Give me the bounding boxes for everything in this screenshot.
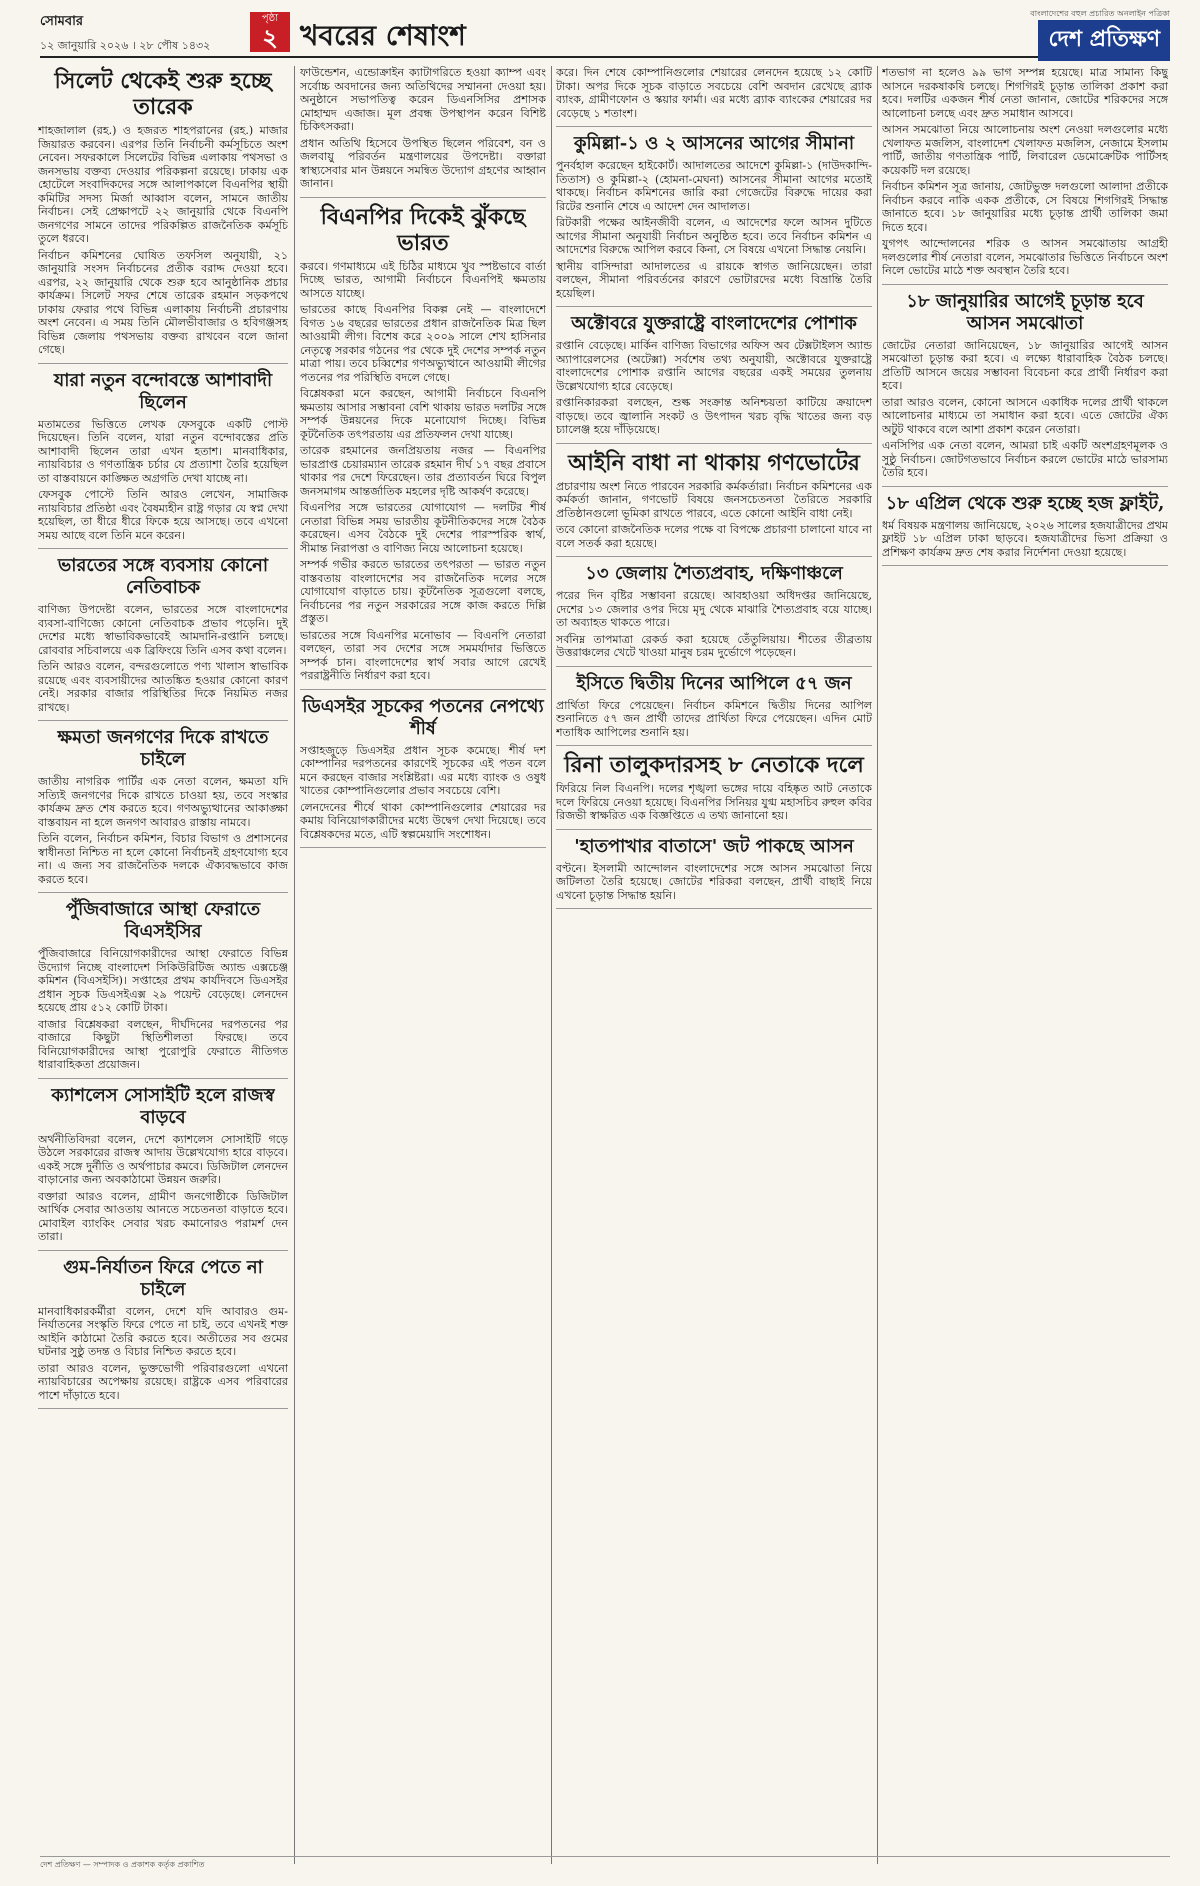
article-paragraph: বাণিজ্য উপদেষ্টা বলেন, ভারতের সঙ্গে বাংলাদেশের ব্যবসা-বাণিজ্যে কোনো নেতিবাচক প্রভাব পড়েনি। দুই দেশের মধ্যে স্বাভাবিকভাবেই আমদানি-রপ্তানি চলছে। রোববার সচিবালয়ে এক ব্রিফিংয়ে তিনি এসব কথা বলেন। bbox=[38, 603, 288, 657]
article-headline: বিএনপির দিকেই ঝুঁকছে ভারত bbox=[320, 203, 526, 256]
article bbox=[38, 370, 288, 543]
article-paragraph: এনসিপির এক নেতা বলেন, আমরা চাই একটি অংশগ্রহণমূলক ও সুষ্ঠু নির্বাচন। জোটগতভাবে নির্বাচন করলে ভোটের মাঠে ভারসাম্য তৈরি হবে। bbox=[882, 439, 1168, 479]
article-paragraph: জাতীয় নাগরিক পার্টির এক নেতা বলেন, ক্ষমতা যদি সত্যিই জনগণের দিকে রাখতে চাওয়া হয়, তবে সংস্কার কার্যক্রম দ্রুত শেষ করতে হবে। গণঅভ্যুত্থানের আকাঙ্ক্ষা বাস্তবায়ন না হলে জনগণ আবারও রাস্তায় নামবে। bbox=[38, 775, 288, 829]
article-paragraph: নির্বাচন কমিশনের ঘোষিত তফসিল অনুযায়ী, ২১ জানুয়ারি সংসদ নির্বাচনের প্রতীক বরাদ্দ দেওয়া হবে। এরপর, ২২ জানুয়ারি থেকে শুরু হবে আনুষ্ঠানিক প্রচার কার্যক্রম। সিলেট সফর শেষে তারেক রহমান সড়কপথে ঢাকায় ফেরার পথে বিভিন্ন এলাকায় নির্বাচনী প্রচারণায় অংশ নেবেন। এ সময় তিনি মৌলভীবাজার ও হবিগঞ্জসহ বিভিন্ন জেলায় পথসভায় বক্তব্য রাখবেন বলে জানা গেছে। bbox=[38, 248, 288, 356]
article-headline: কুমিল্লা-১ ও ২ আসনের আগের সীমানা bbox=[573, 133, 855, 154]
article bbox=[556, 313, 872, 437]
article-headline: যারা নতুন বন্দোবস্তে আশাবাদী ছিলেন bbox=[53, 369, 273, 413]
article-paragraph: সপ্তাহজুড়ে ডিএসইর প্রধান সূচক কমেছে। শীর্ষ দশ কোম্পানির দরপতনের কারণেই সূচকের এই পতন বলে মনে করছেন বাজার সংশ্লিষ্টরা। এর মধ্যে ব্যাংক ও ওষুধ খাতের কোম্পানিগুলোর প্রভাব সবচেয়ে বেশি। bbox=[300, 743, 546, 797]
article bbox=[38, 727, 288, 886]
article-divider bbox=[300, 689, 546, 690]
article-divider bbox=[300, 197, 546, 198]
article-paragraph: অর্থনীতিবিদরা বলেন, দেশে ক্যাশলেস সোসাইটি গড়ে উঠলে সরকারের রাজস্ব আদায় উল্লেখযোগ্য হারে বাড়বে। একই সঙ্গে দুর্নীতি ও অর্থপাচার কমবে। ডিজিটাল লেনদেন বাড়ানোর জন্য অবকাঠামো উন্নয়ন জরুরি। bbox=[38, 1132, 288, 1186]
article-paragraph: মানবাধিকারকর্মীরা বলেন, দেশে যদি আবারও গুম-নির্যাতনের সংস্কৃতি ফিরে পেতে না চাই, তবে এখনই শক্ত আইনি কাঠামো তৈরি করতে হবে। অতীতের সব গুমের ঘটনার সুষ্ঠু তদন্ত ও বিচার নিশ্চিত করতে হবে। bbox=[38, 1304, 288, 1358]
article-paragraph: ধর্ম বিষয়ক মন্ত্রণালয় জানিয়েছে, ২০২৬ সালের হজযাত্রীদের প্রথম ফ্লাইট ১৮ এপ্রিল ঢাকা ছাড়বে। হজযাত্রীদের ভিসা প্রক্রিয়া ও প্রশিক্ষণ কার্যক্রম দ্রুত শেষ করার নির্দেশনা দেওয়া হয়েছে। bbox=[882, 518, 1168, 559]
article-paragraph: বণ্টনে। ইসলামী আন্দোলন বাংলাদেশের সঙ্গে আসন সমঝোতা নিয়ে জটিলতা তৈরি হয়েছে। জোটের শরিকরা বলছেন, প্রার্থী বাছাই নিয়ে এখনো চূড়ান্ত সিদ্ধান্ত হয়নি। bbox=[556, 861, 872, 902]
article-paragraph: আসন সমঝোতা নিয়ে আলোচনায় অংশ নেওয়া দলগুলোর মধ্যে খেলাফত মজলিস, বাংলাদেশ খেলাফত মজলিস, নেজামে ইসলাম পার্টি, জাতীয় গণতান্ত্রিক পার্টি, লিবারেল ডেমোক্রেটিক পার্টিসহ কয়েকটি দল রয়েছে। bbox=[882, 123, 1168, 177]
article-paragraph: জোটের নেতারা জানিয়েছেন, ১৮ জানুয়ারির আগেই আসন সমঝোতা চূড়ান্ত করা হবে। এ লক্ষ্যে ধারাবাহিক বৈঠক চলছে। প্রতিটি আসনে জয়ের সম্ভাবনা বিবেচনা করে প্রার্থী নির্ধারণ করা হবে। bbox=[882, 338, 1168, 392]
column-4 bbox=[882, 66, 1168, 1864]
article-headline: পুঁজিবাজারে আস্থা ফেরাতে বিএসইসির bbox=[65, 899, 261, 942]
article-paragraph: তিনি বলেন, নির্বাচন কমিশন, বিচার বিভাগ ও প্রশাসনের স্বাধীনতা নিশ্চিত না হলে কোনো নির্বাচনই গ্রহণযোগ্য হবে না। এ জন্য সব রাজনৈতিক দলকে ঐক্যবদ্ধভাবে কাজ করতে হবে। bbox=[38, 832, 288, 886]
article-divider bbox=[556, 443, 872, 444]
article-divider bbox=[556, 306, 872, 307]
article-headline: অক্টোবরে যুক্তরাষ্ট্রে বাংলাদেশের পোশাক bbox=[571, 313, 857, 334]
article-headline: ডিএসইর সূচকের পতনের নেপথ্যে শীর্ষ bbox=[302, 695, 544, 739]
article-paragraph: ফিরিয়ে নিল বিএনপি। দলের শৃঙ্খলা ভঙ্গের দায়ে বহিষ্কৃত আট নেতাকে দলে ফিরিয়ে নেওয়া হয়েছে। বিএনপির সিনিয়র যুগ্ম মহাসচিব রুহুল কবির রিজভী স্বাক্ষরিত এক বিজ্ঞপ্তিতে এ তথ্য জানানো হয়। bbox=[556, 782, 872, 822]
article-headline: সিলেট থেকেই শুরু হচ্ছে তারেক bbox=[54, 68, 272, 120]
article-headline: আইনি বাধা না থাকায় গণভোটের bbox=[568, 449, 860, 476]
article-paragraph: ফেসবুক পোস্টে তিনি আরও লেখেন, সামাজিক ন্যায়বিচার প্রতিষ্ঠা এবং বৈষম্যহীন রাষ্ট্র গড়ার যে স্বপ্ন দেখা হয়েছিল, তা ধীরে ধীরে ফিকে হয়ে আসছে। তবে এখনো সময় আছে বলে তিনি মনে করেন। bbox=[38, 488, 288, 542]
article-paragraph: প্রচারণায় অংশ নিতে পারবেন সরকারি কর্মকর্তারা। নির্বাচন কমিশনের এক কর্মকর্তা জানান, গণভোট বিষয়ে জনসচেতনতা তৈরিতে সরকারি প্রতিষ্ঠানগুলো ভূমিকা রাখতে পারবে, এতে কোনো আইনি বাধা নেই। bbox=[556, 479, 872, 520]
page-number-badge bbox=[250, 12, 290, 52]
article-paragraph: ফাউন্ডেশন, এন্ডোক্রাইন ক্যাটাগরিতে হওয়া ক্যাম্প এবং সর্বোচ্চ অবদানের জন্য অতিথিদের সম্মাননা দেওয়া হয়। অনুষ্ঠানে সভাপতিত্ব করেন ডিএনসিসির প্রশাসক মোহাম্মদ এজাজ। মূল প্রবন্ধ উপস্থাপন করেন বিশিষ্ট চিকিৎসকরা। bbox=[300, 66, 546, 133]
article-divider bbox=[300, 847, 546, 848]
article-paragraph: রিটকারী পক্ষের আইনজীবী বলেন, এ আদেশের ফলে আসন দুটিতে আগের সীমানা অনুযায়ী নির্বাচন অনুষ্ঠিত হবে। তবে নির্বাচন কমিশন এ আদেশের বিরুদ্ধে আপিল করবে কিনা, সে বিষয়ে এখনো সিদ্ধান্ত নেয়নি। bbox=[556, 216, 872, 256]
article-paragraph: করবে। গণমাধ্যমে এই চিঠির মাধ্যমে খুব স্পষ্টভাবে বার্তা দিচ্ছে ভারত, আগামী নির্বাচনে বিএনপিই ক্ষমতায় আসতে যাচ্ছে। bbox=[300, 259, 546, 300]
article-headline: ক্যাশলেস সোসাইটি হলে রাজস্ব বাড়বে bbox=[51, 1084, 275, 1128]
article-paragraph: সম্পর্ক গভীর করতে ভারতের তৎপরতা — ভারত নতুন বাস্তবতায় বাংলাদেশের সব রাজনৈতিক দলের সঙ্গে যোগাযোগ বাড়াতে চায়। কূটনৈতিক সূত্রগুলো বলছে, নির্বাচনের পর নতুন সরকারের সঙ্গে কাজ করতে দিল্লি প্রস্তুত। bbox=[300, 558, 546, 625]
article bbox=[38, 1257, 288, 1403]
article-paragraph: বক্তারা আরও বলেন, গ্রামীণ জনগোষ্ঠীকে ডিজিটাল আর্থিক সেবার আওতায় আনতে সচেতনতা বাড়াতে হবে। মোবাইল ব্যাংকিং সেবার খরচ কমানোরও পরামর্শ দেন তারা। bbox=[38, 1189, 288, 1243]
article bbox=[556, 133, 872, 300]
newspaper-logo bbox=[1030, 9, 1170, 52]
article-headline: 'হাতপাখার বাতাসে' জট পাকছে আসন bbox=[574, 835, 854, 857]
article-paragraph: তিনি আরও বলেন, বন্দরগুলোতে পণ্য খালাস স্বাভাবিক রয়েছে এবং ব্যবসায়ীদের আতঙ্কিত হওয়ার কোনো কারণ নেই। সরকার বাজার পরিস্থিতির দিকে নিয়মিত নজর রাখছে। bbox=[38, 660, 288, 714]
article-paragraph: তবে কোনো রাজনৈতিক দলের পক্ষে বা বিপক্ষে প্রচারণা চালানো যাবে না বলে সতর্ক করা হয়েছে। bbox=[556, 523, 872, 550]
article-headline: ক্ষমতা জনগণের দিকে রাখতে চাইলে bbox=[57, 727, 269, 770]
article-paragraph: শাহজালাল (রহ.) ও হজরত শাহপরানের (রহ.) মাজার জিয়ারত করবেন। এরপর তিনি নির্বাচনী কর্মসূচিতে অংশ নেবেন। সফরকালে সিলেটের বিভিন্ন এলাকায় পথসভা ও জনসভায় বক্তব্য দেওয়ার পরিকল্পনা রয়েছে। ঢাকায় এক হোটেলে সংবাদিকদের সঙ্গে আলাপকালে বিএনপির স্থায়ী কমিটির সদস্য মির্জা আব্বাস বলেন, সামনে জাতীয় নির্বাচন। সেই প্রেক্ষাপটে ২২ জানুয়ারি থেকে বিএনপি জনগণের সামনে তাদের পরিকল্পিত রাজনৈতিক কর্মসূচি তুলে ধরবে। bbox=[38, 124, 288, 245]
article-divider bbox=[38, 1408, 288, 1409]
article-divider bbox=[38, 363, 288, 364]
article-divider bbox=[556, 745, 872, 746]
column-1 bbox=[38, 66, 288, 1864]
article bbox=[300, 696, 546, 842]
article-headline: ইসিতে দ্বিতীয় দিনের আপিলে ৫৭ জন bbox=[576, 672, 852, 694]
article-divider bbox=[556, 126, 872, 127]
article bbox=[38, 555, 288, 714]
column-3 bbox=[556, 66, 872, 1864]
article-paragraph: পুঁজিবাজারে বিনিয়োগকারীদের আস্থা ফেরাতে বিভিন্ন উদ্যোগ নিচ্ছে বাংলাদেশ সিকিউরিটিজ অ্যান্ড এক্সচেঞ্জ কমিশন (বিএসইসি)। সপ্তাহের প্রথম কার্যদিবসে ডিএসইর প্রধান সূচক ডিএসইএক্স ২৯ পয়েন্ট বেড়েছে। লেনদেন হয়েছে প্রায় ৫১২ কোটি টাকা। bbox=[38, 947, 288, 1014]
article-paragraph: যুগপৎ আন্দোলনের শরিক ও আসন সমঝোতায় আগ্রহী দলগুলোর শীর্ষ নেতারা বলেন, সমঝোতার ভিত্তিতে নির্বাচনে অংশ নিলে ভোটের মাঠে শক্ত অবস্থান তৈরি হবে। bbox=[882, 237, 1168, 277]
column-divider bbox=[294, 66, 295, 1864]
article-paragraph: লেনদেনের শীর্ষে থাকা কোম্পানিগুলোর শেয়ারের দর কমায় বিনিয়োগকারীদের মধ্যে উদ্বেগ দেখা দিয়েছে। তবে বিশ্লেষকদের মতে, এটি স্বল্পমেয়াদি সংশোধন। bbox=[300, 800, 546, 841]
column-divider bbox=[551, 66, 552, 1864]
article bbox=[882, 291, 1168, 480]
article bbox=[300, 204, 546, 683]
article bbox=[556, 752, 872, 823]
article bbox=[556, 673, 872, 740]
masthead bbox=[40, 10, 1170, 58]
article-paragraph: রপ্তানিকারকরা বলছেন, শুল্ক সংক্রান্ত অনিশ্চয়তা কাটিয়ে ক্রয়াদেশ বাড়ছে। তবে জ্বালানি সংকট ও উৎপাদন খরচ বৃদ্ধি খাতের জন্য বড় চ্যালেঞ্জ হয়ে দাঁড়িয়েছে। bbox=[556, 396, 872, 436]
article-divider bbox=[882, 486, 1168, 487]
article bbox=[556, 836, 872, 903]
article bbox=[556, 450, 872, 551]
article-divider bbox=[556, 556, 872, 557]
article-headline: ১৮ এপ্রিল থেকে শুরু হচ্ছে হজ ফ্লাইট, bbox=[885, 492, 1165, 514]
article-divider bbox=[556, 908, 872, 909]
article-paragraph: প্রার্থিতা ফিরে পেয়েছেন। নির্বাচন কমিশনে দ্বিতীয় দিনের আপিল শুনানিতে ৫৭ জন প্রার্থী তাদের প্রার্থিতা ফিরে পেয়েছেন। এদিন মোট শতাধিক আপিলের শুনানি হয়। bbox=[556, 698, 872, 739]
article bbox=[882, 66, 1168, 278]
masthead-date-block bbox=[40, 12, 210, 56]
article-headline: রিনা তালুকদারসহ ৮ নেতাকে দলে bbox=[564, 752, 864, 778]
article bbox=[556, 66, 872, 120]
article-paragraph: বাজার বিশ্লেষকরা বলছেন, দীর্ঘদিনের দরপতনের পর বাজারে কিছুটা স্থিতিশীলতা ফিরছে। তবে বিনিয়োগকারীদের আস্থা পুরোপুরি ফেরাতে নীতিগত ধারাবাহিকতা প্রয়োজন। bbox=[38, 1017, 288, 1071]
article-headline: ভারতের সঙ্গে ব্যবসায় কোনো নেতিবাচক bbox=[57, 555, 269, 598]
article-paragraph: নির্বাচন কমিশন সূত্র জানায়, জোটভুক্ত দলগুলো আলাদা প্রতীকে নির্বাচন করবে নাকি একক প্রতীকে, সে বিষয়ে শিগগিরই সিদ্ধান্ত জানাতে হবে। ১৮ জানুয়ারির মধ্যে চূড়ান্ত প্রার্থী তালিকা জমা দিতে হবে। bbox=[882, 180, 1168, 234]
article-paragraph: তারা আরও বলেন, কোনো আসনে একাধিক দলের প্রার্থী থাকলে আলোচনার মাধ্যমে তা সমাধান করা হবে। এতে জোটের ঐক্য অটুট থাকবে বলে আশা প্রকাশ করেন নেতারা। bbox=[882, 395, 1168, 436]
masthead-date: ১২ জানুয়ারি ২০২৬ । ২৮ পৌষ ১৪৩২ bbox=[40, 39, 211, 52]
column-divider bbox=[877, 66, 878, 1864]
article-divider bbox=[38, 548, 288, 549]
page-label: পৃষ্ঠা bbox=[261, 13, 279, 24]
article-headline: গুম-নির্যাতন ফিরে পেতে না চাইলে bbox=[63, 1256, 263, 1300]
logo-tagline: বাংলাদেশের বহুল প্রচারিত অনলাইন পত্রিকা bbox=[1030, 9, 1170, 18]
article-paragraph: স্থানীয় বাসিন্দারা আদালতের এ রায়কে স্বাগত জানিয়েছেন। তারা বলছেন, সীমানা পরিবর্তনের কারণে ভোটারদের মধ্যে বিভ্রান্তি তৈরি হয়েছিল। bbox=[556, 259, 872, 300]
article-paragraph: প্রধান অতিথি হিসেবে উপস্থিত ছিলেন পরিবেশ, বন ও জলবায়ু পরিবর্তন মন্ত্রণালয়ের উপদেষ্টা। বক্তারা স্বাস্থ্যসেবার মান উন্নয়নে সমন্বিত উদ্যোগ গ্রহণের আহ্বান জানান। bbox=[300, 136, 546, 190]
article-paragraph: বিশ্লেষকরা মনে করছেন, আগামী নির্বাচনে বিএনপি ক্ষমতায় আসার সম্ভাবনা বেশি থাকায় ভারত দলটির সঙ্গে সম্পর্ক উন্নয়নের দিকে মনোযোগ দিচ্ছে। বিভিন্ন কূটনৈতিক তৎপরতায় এর প্রতিফলন দেখা যাচ্ছে। bbox=[300, 387, 546, 441]
article-divider bbox=[882, 284, 1168, 285]
article-headline: ১৩ জেলায় শৈত্যপ্রবাহ, দক্ষিণাঞ্চলে bbox=[585, 563, 843, 584]
article-paragraph: সর্বনিম্ন তাপমাত্রা রেকর্ড করা হয়েছে তেঁতুলিয়ায়। শীতের তীব্রতায় উত্তরাঞ্চলের খেটে খাওয়া মানুষ চরম দুর্ভোগে পড়েছেন। bbox=[556, 632, 872, 659]
masthead-day: সোমবার bbox=[40, 14, 84, 29]
page-footer: দেশ প্রতিক্ষণ — সম্পাদক ও প্রকাশক কর্তৃক প্রকাশিত bbox=[40, 1856, 1170, 1872]
article-paragraph: ভারতের কাছে বিএনপির বিকল্প নেই — বাংলাদেশে বিগত ১৬ বছরের ভারতের প্রধান রাজনৈতিক মিত্র ছিল আওয়ামী লীগ। বিশেষ করে ২০০৯ সালে শেখ হাসিনার নেতৃত্বে সরকার গঠনের পর থেকে দুই দেশের সম্পর্ক নতুন মাত্রা পায়। তবে চব্বিশের গণঅভ্যুত্থানে আওয়ামী লীগের পতনের পর পরিস্থিতি বদলে গেছে। bbox=[300, 303, 546, 384]
article-divider bbox=[556, 829, 872, 830]
article bbox=[38, 899, 288, 1072]
article-paragraph: ভারতের সঙ্গে বিএনপির মনোভাব — বিএনপি নেতারা বলছেন, তারা সব দেশের সঙ্গে সমমর্যাদার ভিত্তিতে সম্পর্ক চান। বাংলাদেশের স্বার্থ সবার আগে রেখেই পররাষ্ট্রনীতি নির্ধারণ করা হবে। bbox=[300, 628, 546, 682]
article-paragraph: রপ্তানি বেড়েছে। মার্কিন বাণিজ্য বিভাগের অফিস অব টেক্সটাইলস অ্যান্ড অ্যাপারেলসের (অটেক্সা) সর্বশেষ তথ্য অনুযায়ী, অক্টোবরে যুক্তরাষ্ট্রে বাংলাদেশের পোশাক রপ্তানি আগের বছরের একই সময়ের তুলনায় উল্লেখযোগ্য হারে বেড়েছে। bbox=[556, 339, 872, 393]
article-paragraph: তারেক রহমানের জনপ্রিয়তায় নজর — বিএনপির ভারপ্রাপ্ত চেয়ারম্যান তারেক রহমান দীর্ঘ ১৭ বছর প্রবাসে থাকার পর দেশে ফিরেছেন। তার প্রত্যাবর্তন ঘিরে বিপুল জনসমাগম আন্তর্জাতিক মহলের দৃষ্টি আকর্ষণ করেছে। bbox=[300, 444, 546, 498]
article-divider bbox=[38, 1078, 288, 1079]
article-paragraph: পরের দিন বৃষ্টির সম্ভাবনা রয়েছে। আবহাওয়া অধিদপ্তর জানিয়েছে, দেশের ১৩ জেলার ওপর দিয়ে মৃদু থেকে মাঝারি শৈত্যপ্রবাহ বয়ে যাচ্ছে। তা অব্যাহত থাকতে পারে। bbox=[556, 589, 872, 629]
article-paragraph: বিএনপির সঙ্গে ভারতের যোগাযোগ — দলটির শীর্ষ নেতারা বিভিন্ন সময় ভারতীয় কূটনীতিকদের সঙ্গে বৈঠক করেছেন। এসব বৈঠকে দুই দেশের পারস্পরিক স্বার্থ, সীমান্ত নিরাপত্তা ও বাণিজ্য নিয়ে আলোচনা হয়েছে। bbox=[300, 501, 546, 555]
article-divider bbox=[38, 892, 288, 893]
article-headline: ১৮ জানুয়ারির আগেই চূড়ান্ত হবে আসন সমঝোতা bbox=[906, 290, 1144, 334]
article bbox=[300, 66, 546, 191]
article-paragraph: পুনর্বহাল করেছেন হাইকোর্ট। আদালতের আদেশে কুমিল্লা-১ (দাউদকান্দি-তিতাস) ও কুমিল্লা-২ (হোমনা-মেঘনা) আসনের সীমানা আগের মতোই থাকছে। নির্বাচন কমিশনের জারি করা গেজেটের বিরুদ্ধে দায়ের করা রিটের শুনানি শেষে এ আদেশ দেন আদালত। bbox=[556, 159, 872, 213]
column-2 bbox=[300, 66, 546, 1864]
article-paragraph: মতামতের ভিত্তিতে লেখক ফেসবুকে একটি পোস্ট দিয়েছেন। তিনি বলেন, যারা নতুন বন্দোবস্তের প্রতি আশাবাদী ছিলেন তারা এখন হতাশ। মানবাধিকার, ন্যায়বিচার ও গণতান্ত্রিক চর্চার যে প্রত্যাশা তৈরি হয়েছিল তা বাস্তবায়নে কাঙ্ক্ষিত অগ্রগতি দেখা যাচ্ছে না। bbox=[38, 417, 288, 485]
article-divider bbox=[882, 565, 1168, 566]
article bbox=[38, 68, 288, 357]
article-paragraph: শতভাগ না হলেও ৯৯ ভাগ সম্পন্ন হয়েছে। মাত্র সামান্য কিছু আসনে দরকষাকষি চলছে। শিগগিরই চূড়ান্ত তালিকা প্রকাশ করা হবে। দলটির একজন শীর্ষ নেতা জানান, জোটের শরিকদের সঙ্গে আলোচনা চলছে এবং দ্রুত সমাধান আসবে। bbox=[882, 66, 1168, 120]
page-number: ২ bbox=[262, 23, 278, 52]
article-divider bbox=[38, 1250, 288, 1251]
logo-name: দেশ প্রতিক্ষণ bbox=[1038, 20, 1170, 61]
article bbox=[882, 493, 1168, 560]
article-paragraph: করে। দিন শেষে কোম্পানিগুলোর শেয়ারের লেনদেন হয়েছে ১২ কোটি টাকা। অপর দিকে সূচক বাড়াতে সবচেয়ে বেশি অবদান রেখেছে ব্র্যাক ব্যাংক, গ্রামীণফোন ও স্কয়ার ফার্মা। এর মধ্যে ব্র্যাক ব্যাংকের শেয়ারের দর বেড়েছে ১ শতাংশ। bbox=[556, 66, 872, 120]
article-divider bbox=[38, 720, 288, 721]
article-paragraph: তারা আরও বলেন, ভুক্তভোগী পরিবারগুলো এখনো ন্যায়বিচারের অপেক্ষায় রয়েছে। রাষ্ট্রকে এসব পরিবারের পাশে দাঁড়াতে হবে। bbox=[38, 1361, 288, 1402]
section-title: খবরের শেষাংশ bbox=[300, 19, 466, 52]
article bbox=[38, 1085, 288, 1244]
article bbox=[556, 563, 872, 660]
article-divider bbox=[556, 666, 872, 667]
